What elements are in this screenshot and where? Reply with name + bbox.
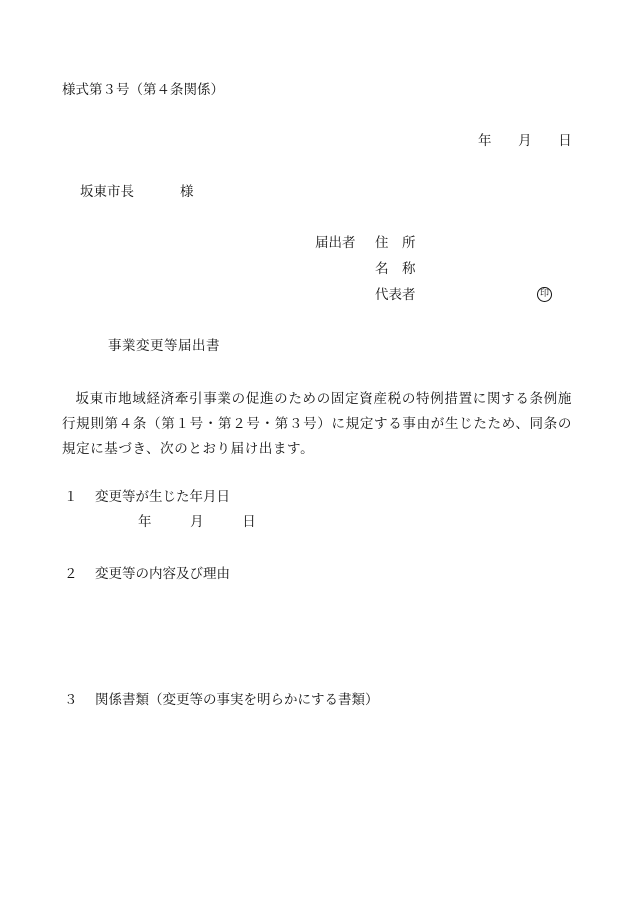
item-1-number: １: [64, 489, 78, 505]
item-2-number: ２: [64, 566, 78, 582]
item-date-month: 月: [190, 514, 204, 530]
document-title: 事業変更等届出書: [108, 338, 220, 354]
date-day-label: 日: [558, 133, 572, 149]
item-3-number: ３: [64, 692, 78, 708]
addressee-name: 坂東市長: [80, 184, 134, 200]
notifier-label: 届出者: [315, 235, 356, 251]
seal-mark: 印: [537, 287, 552, 302]
item-2-text: 変更等の内容及び理由: [95, 566, 230, 582]
date-year-label: 年: [478, 133, 492, 149]
item-3-text: 関係書類（変更等の事実を明らかにする書類）: [95, 692, 379, 708]
date-month-label: 月: [518, 133, 532, 149]
body-paragraph: 坂東市地域経済牽引事業の促進のための固定資産税の特例措置に関する条例施行規則第４条（第１号・第２号・第３号）に規定する事由が生じたため、同条の規定に基づき、次のとおり届け出ます。: [62, 391, 572, 457]
addressee: [80, 186, 194, 200]
address-label: 住 所: [375, 235, 416, 251]
submission-date: [478, 135, 572, 149]
item-date-day: 日: [242, 514, 256, 530]
item-1-text: 変更等が生じた年月日: [95, 489, 230, 505]
item-1-date: [138, 516, 256, 530]
addressee-honorific: 様: [180, 184, 194, 200]
name-label: 名 称: [375, 261, 416, 277]
form-number: 様式第３号（第４条関係）: [62, 82, 224, 98]
item-date-year: 年: [138, 514, 152, 530]
representative-label: 代表者: [375, 287, 416, 303]
